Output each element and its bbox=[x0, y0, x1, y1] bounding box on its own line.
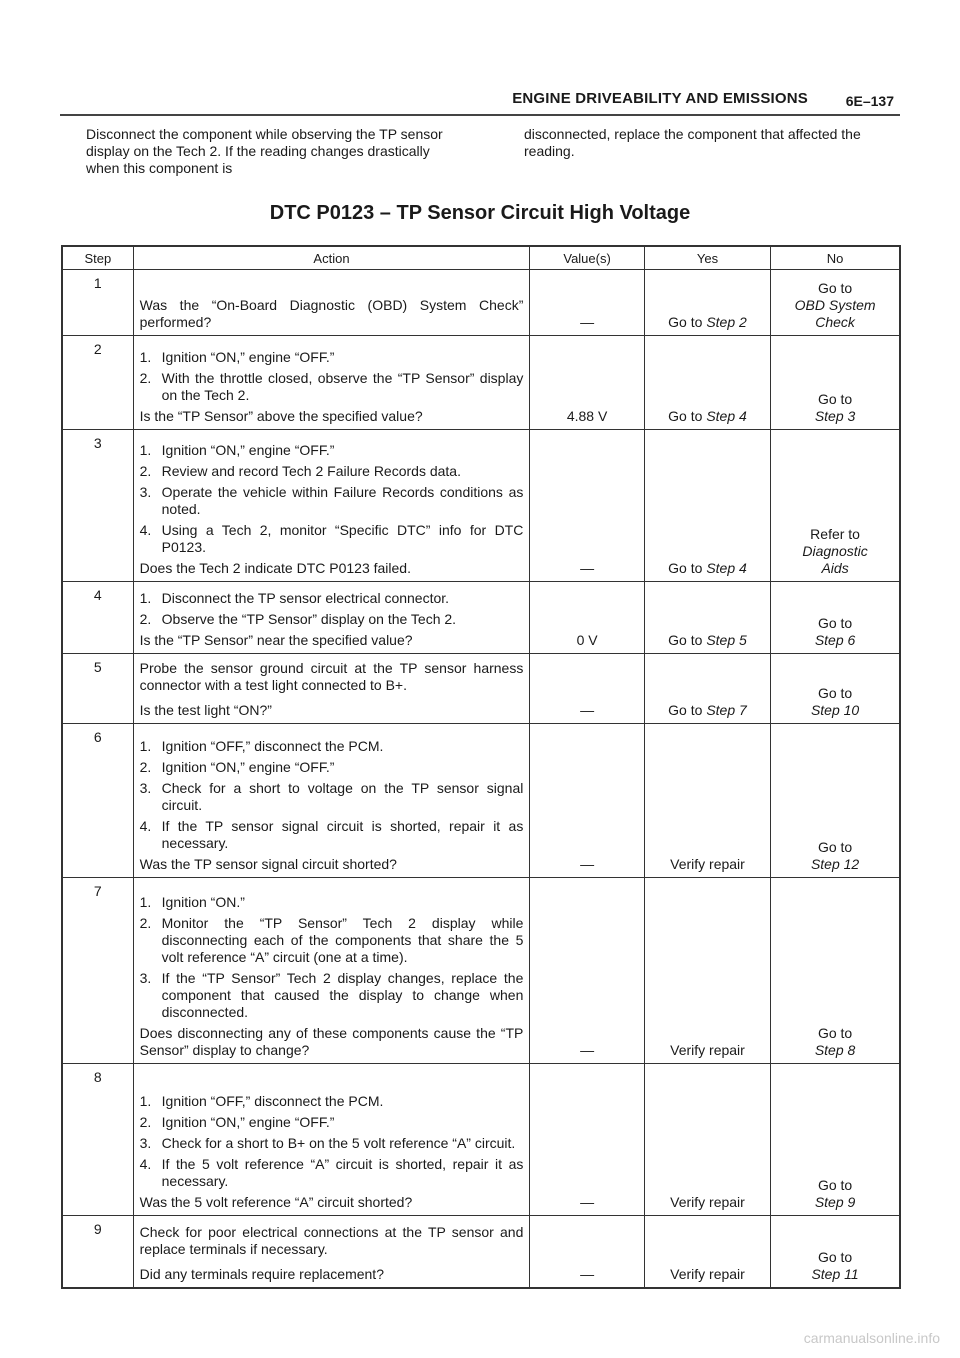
yes-cell-text: Verify repair bbox=[670, 1265, 745, 1282]
list-item-number: 3. bbox=[139, 780, 152, 796]
no-cell-reference-link[interactable]: Step 10 bbox=[810, 702, 860, 718]
list-item bbox=[140, 915, 524, 966]
header-rule bbox=[60, 114, 900, 116]
yes-cell-text: Go to bbox=[668, 408, 707, 424]
no-cell bbox=[771, 724, 900, 878]
action-cell bbox=[133, 654, 530, 724]
value-cell: 0 V bbox=[530, 582, 644, 654]
list-item bbox=[140, 463, 524, 480]
action-question: Is the “TP Sensor” above the specified value? bbox=[139, 408, 423, 424]
yes-cell-text: Verify repair bbox=[670, 1194, 745, 1210]
yes-cell-text: Go to bbox=[668, 632, 707, 648]
list-item bbox=[140, 759, 524, 776]
section-title: ENGINE DRIVEABILITY AND EMISSIONS bbox=[512, 90, 808, 107]
list-item-number: 4. bbox=[139, 522, 152, 538]
col-header-action: Action bbox=[133, 246, 530, 270]
intro-text-right: disconnected, replace the component that affected the reading. bbox=[524, 126, 861, 159]
list-item bbox=[140, 522, 524, 556]
yes-cell bbox=[644, 1216, 770, 1288]
list-item-number: 4. bbox=[139, 1156, 152, 1172]
list-item-number: 2. bbox=[139, 915, 152, 931]
list-item-number: 1. bbox=[139, 590, 152, 606]
list-item-text: Observe the “TP Sensor” display on the Tech 2. bbox=[161, 611, 457, 627]
yes-cell-reference-link[interactable]: Step 7 bbox=[706, 702, 747, 718]
no-cell-text: Go to bbox=[817, 685, 853, 701]
value-cell: — bbox=[530, 654, 644, 724]
table-row bbox=[62, 1064, 900, 1216]
list-item bbox=[140, 738, 524, 755]
action-text: Was the “On-Board Diagnostic (OBD) System Check” performed? bbox=[139, 297, 524, 330]
action-question: Was the 5 volt reference “A” circuit shorted? bbox=[139, 1194, 413, 1210]
no-cell-reference-link[interactable]: Step 8 bbox=[814, 1042, 856, 1058]
list-item-text: If the “TP Sensor” Tech 2 display changes, replace the component that caused the display to change when disconnected. bbox=[161, 970, 524, 1020]
table-row bbox=[62, 270, 900, 336]
no-cell bbox=[771, 336, 900, 430]
list-item bbox=[140, 370, 524, 404]
action-text: Check for poor electrical connections at the TP sensor and replace terminals if necessary. bbox=[139, 1223, 524, 1257]
no-cell-text: Go to bbox=[817, 839, 853, 855]
list-item bbox=[140, 818, 524, 852]
no-cell bbox=[771, 1064, 900, 1216]
yes-cell-reference-link[interactable]: Step 2 bbox=[706, 314, 747, 330]
value-cell: — bbox=[530, 1064, 644, 1216]
action-cell bbox=[133, 1216, 530, 1288]
yes-cell-text: Go to bbox=[668, 314, 707, 330]
list-item bbox=[140, 442, 524, 459]
list-item bbox=[140, 894, 524, 911]
table-row bbox=[62, 878, 900, 1064]
no-cell-reference-link[interactable]: Step 3 bbox=[814, 408, 856, 424]
list-item-number: 2. bbox=[139, 611, 152, 627]
action-text: Probe the sensor ground circuit at the TP sensor harness connector with a test light connected to B+. bbox=[139, 660, 524, 693]
no-cell-text: Go to bbox=[817, 391, 853, 407]
table-row bbox=[62, 336, 900, 430]
step-number: 3 bbox=[62, 430, 133, 582]
yes-cell bbox=[644, 654, 770, 724]
watermark: carmanualsonline.info bbox=[803, 1330, 940, 1346]
no-cell-reference-link[interactable]: OBD System Check bbox=[794, 297, 876, 330]
step-number: 7 bbox=[62, 878, 133, 1064]
action-cell bbox=[133, 1064, 530, 1216]
action-steps-list bbox=[140, 894, 524, 1021]
table-row bbox=[62, 430, 900, 582]
step-number: 9 bbox=[62, 1216, 133, 1288]
no-cell bbox=[771, 1216, 900, 1288]
list-item-text: Review and record Tech 2 Failure Records data. bbox=[161, 463, 461, 479]
list-item bbox=[140, 349, 524, 366]
action-steps-list bbox=[140, 590, 524, 628]
step-number: 4 bbox=[62, 582, 133, 654]
list-item-text: Ignition “ON,” engine “OFF.” bbox=[161, 349, 335, 365]
no-cell-text: Go to bbox=[817, 615, 853, 631]
action-cell bbox=[133, 724, 530, 878]
list-item-text: With the throttle closed, observe the “TP Sensor” display on the Tech 2. bbox=[161, 370, 524, 403]
yes-cell-text: Verify repair bbox=[670, 1042, 745, 1058]
yes-cell bbox=[644, 270, 770, 336]
list-item-text: Ignition “ON,” engine “OFF.” bbox=[161, 442, 335, 458]
no-cell-text: Refer to bbox=[810, 526, 860, 542]
value-cell: 4.88 V bbox=[530, 336, 644, 430]
no-cell bbox=[771, 430, 900, 582]
list-item-number: 1. bbox=[139, 349, 152, 365]
yes-cell-reference-link[interactable]: Step 4 bbox=[706, 560, 747, 576]
list-item bbox=[140, 484, 524, 518]
action-cell bbox=[133, 270, 530, 336]
list-item-number: 3. bbox=[139, 970, 152, 986]
action-steps-list bbox=[140, 442, 524, 556]
step-number: 5 bbox=[62, 654, 133, 724]
yes-cell bbox=[644, 724, 770, 878]
list-item bbox=[140, 1156, 524, 1190]
col-header-yes: Yes bbox=[644, 246, 770, 270]
list-item bbox=[140, 1093, 524, 1110]
yes-cell-text: Go to bbox=[668, 560, 707, 576]
list-item-number: 2. bbox=[139, 463, 152, 479]
yes-cell-text: Verify repair bbox=[670, 856, 745, 872]
list-item-number: 1. bbox=[139, 894, 152, 910]
list-item bbox=[140, 1114, 524, 1131]
table-row bbox=[62, 582, 900, 654]
dtc-title: DTC P0123 – TP Sensor Circuit High Voltage bbox=[269, 202, 691, 224]
yes-cell-text: Go to bbox=[668, 702, 707, 718]
page-number: 6E–137 bbox=[845, 93, 894, 109]
list-item-number: 1. bbox=[139, 1093, 152, 1109]
action-question: Is the test light “ON?” bbox=[139, 702, 272, 718]
list-item-text: Check for a short to voltage on the TP sensor signal circuit. bbox=[161, 780, 524, 813]
step-number: 1 bbox=[62, 270, 133, 336]
no-cell-reference-link[interactable]: Step 6 bbox=[814, 632, 856, 648]
no-cell-reference-link[interactable]: Diagnostic Aids bbox=[802, 543, 868, 576]
no-cell-text: Go to bbox=[817, 1177, 853, 1193]
value-cell: — bbox=[530, 270, 644, 336]
list-item-number: 3. bbox=[139, 1135, 152, 1151]
table-body bbox=[62, 270, 900, 1288]
value-cell: — bbox=[530, 1216, 644, 1288]
yes-cell bbox=[644, 582, 770, 654]
list-item bbox=[140, 590, 524, 607]
list-item bbox=[140, 1135, 524, 1152]
yes-cell bbox=[644, 1064, 770, 1216]
step-number: 6 bbox=[62, 724, 133, 878]
table-header-row bbox=[62, 246, 900, 270]
action-steps-list bbox=[140, 738, 524, 852]
yes-cell bbox=[644, 336, 770, 430]
action-cell bbox=[133, 878, 530, 1064]
no-cell-text: Go to bbox=[817, 1025, 853, 1041]
action-cell bbox=[133, 336, 530, 430]
step-number: 2 bbox=[62, 336, 133, 430]
no-cell-reference-link[interactable]: Step 12 bbox=[810, 856, 860, 872]
action-steps-list bbox=[140, 1093, 524, 1190]
page-header bbox=[60, 86, 900, 118]
yes-cell bbox=[644, 430, 770, 582]
value-cell: — bbox=[530, 878, 644, 1064]
list-item-number: 1. bbox=[139, 738, 152, 754]
list-item-text: Disconnect the TP sensor electrical connector. bbox=[161, 590, 450, 606]
list-item bbox=[140, 780, 524, 814]
no-cell bbox=[771, 270, 900, 336]
list-item-text: If the 5 volt reference “A” circuit is shorted, repair it as necessary. bbox=[161, 1156, 524, 1189]
list-item-text: Ignition “ON,” engine “OFF.” bbox=[161, 1114, 335, 1130]
list-item-text: Ignition “OFF,” disconnect the PCM. bbox=[161, 1093, 384, 1109]
diagnostic-table bbox=[61, 245, 901, 1289]
no-cell-text: Go to bbox=[817, 1248, 853, 1265]
table-row bbox=[62, 654, 900, 724]
value-cell: — bbox=[530, 430, 644, 582]
no-cell bbox=[771, 582, 900, 654]
list-item-number: 4. bbox=[139, 818, 152, 834]
list-item-text: Ignition “OFF,” disconnect the PCM. bbox=[161, 738, 384, 754]
list-item-number: 2. bbox=[139, 759, 152, 775]
action-cell bbox=[133, 430, 530, 582]
list-item-text: Check for a short to B+ on the 5 volt reference “A” circuit. bbox=[161, 1135, 516, 1151]
no-cell-text: Go to bbox=[817, 280, 853, 296]
action-question: Did any terminals require replacement? bbox=[139, 1265, 384, 1282]
action-question: Does disconnecting any of these components cause the “TP Sensor” display to change? bbox=[139, 1025, 524, 1058]
action-steps-list bbox=[140, 349, 524, 404]
action-question: Was the TP sensor signal circuit shorted? bbox=[139, 856, 397, 872]
intro-text-left: Disconnect the component while observing the TP sensor display on the Tech 2. If the reading changes drastically when this component is bbox=[86, 126, 443, 176]
col-header-step: Step bbox=[62, 246, 133, 270]
yes-cell bbox=[644, 878, 770, 1064]
action-question: Is the “TP Sensor” near the specified value? bbox=[139, 632, 413, 648]
no-cell-reference-link[interactable]: Step 11 bbox=[811, 1265, 859, 1282]
list-item-text: Ignition “ON,” engine “OFF.” bbox=[161, 759, 335, 775]
no-cell bbox=[771, 878, 900, 1064]
list-item-text: If the TP sensor signal circuit is shorted, repair it as necessary. bbox=[161, 818, 524, 851]
table-row bbox=[62, 1216, 900, 1288]
list-item-number: 1. bbox=[139, 442, 152, 458]
table-row bbox=[62, 724, 900, 878]
no-cell bbox=[771, 654, 900, 724]
col-header-values: Value(s) bbox=[530, 246, 644, 270]
list-item-text: Monitor the “TP Sensor” Tech 2 display while disconnecting each of the components that share the 5 volt reference “A” circuit (one at a time). bbox=[161, 915, 524, 965]
list-item-text: Using a Tech 2, monitor “Specific DTC” info for DTC P0123. bbox=[161, 522, 524, 555]
list-item bbox=[140, 611, 524, 628]
yes-cell-reference-link[interactable]: Step 4 bbox=[706, 408, 747, 424]
list-item-number: 3. bbox=[139, 484, 152, 500]
list-item-number: 2. bbox=[139, 1114, 152, 1130]
value-cell: — bbox=[530, 724, 644, 878]
list-item-text: Ignition “ON.” bbox=[161, 894, 245, 910]
list-item-number: 2. bbox=[139, 370, 152, 386]
list-item bbox=[140, 970, 524, 1021]
yes-cell-reference-link[interactable]: Step 5 bbox=[706, 632, 747, 648]
no-cell-reference-link[interactable]: Step 9 bbox=[814, 1194, 856, 1210]
step-number: 8 bbox=[62, 1064, 133, 1216]
col-header-no: No bbox=[771, 246, 900, 270]
action-cell bbox=[133, 582, 530, 654]
list-item-text: Operate the vehicle within Failure Records conditions as noted. bbox=[161, 484, 524, 517]
action-question: Does the Tech 2 indicate DTC P0123 failed. bbox=[139, 560, 411, 576]
